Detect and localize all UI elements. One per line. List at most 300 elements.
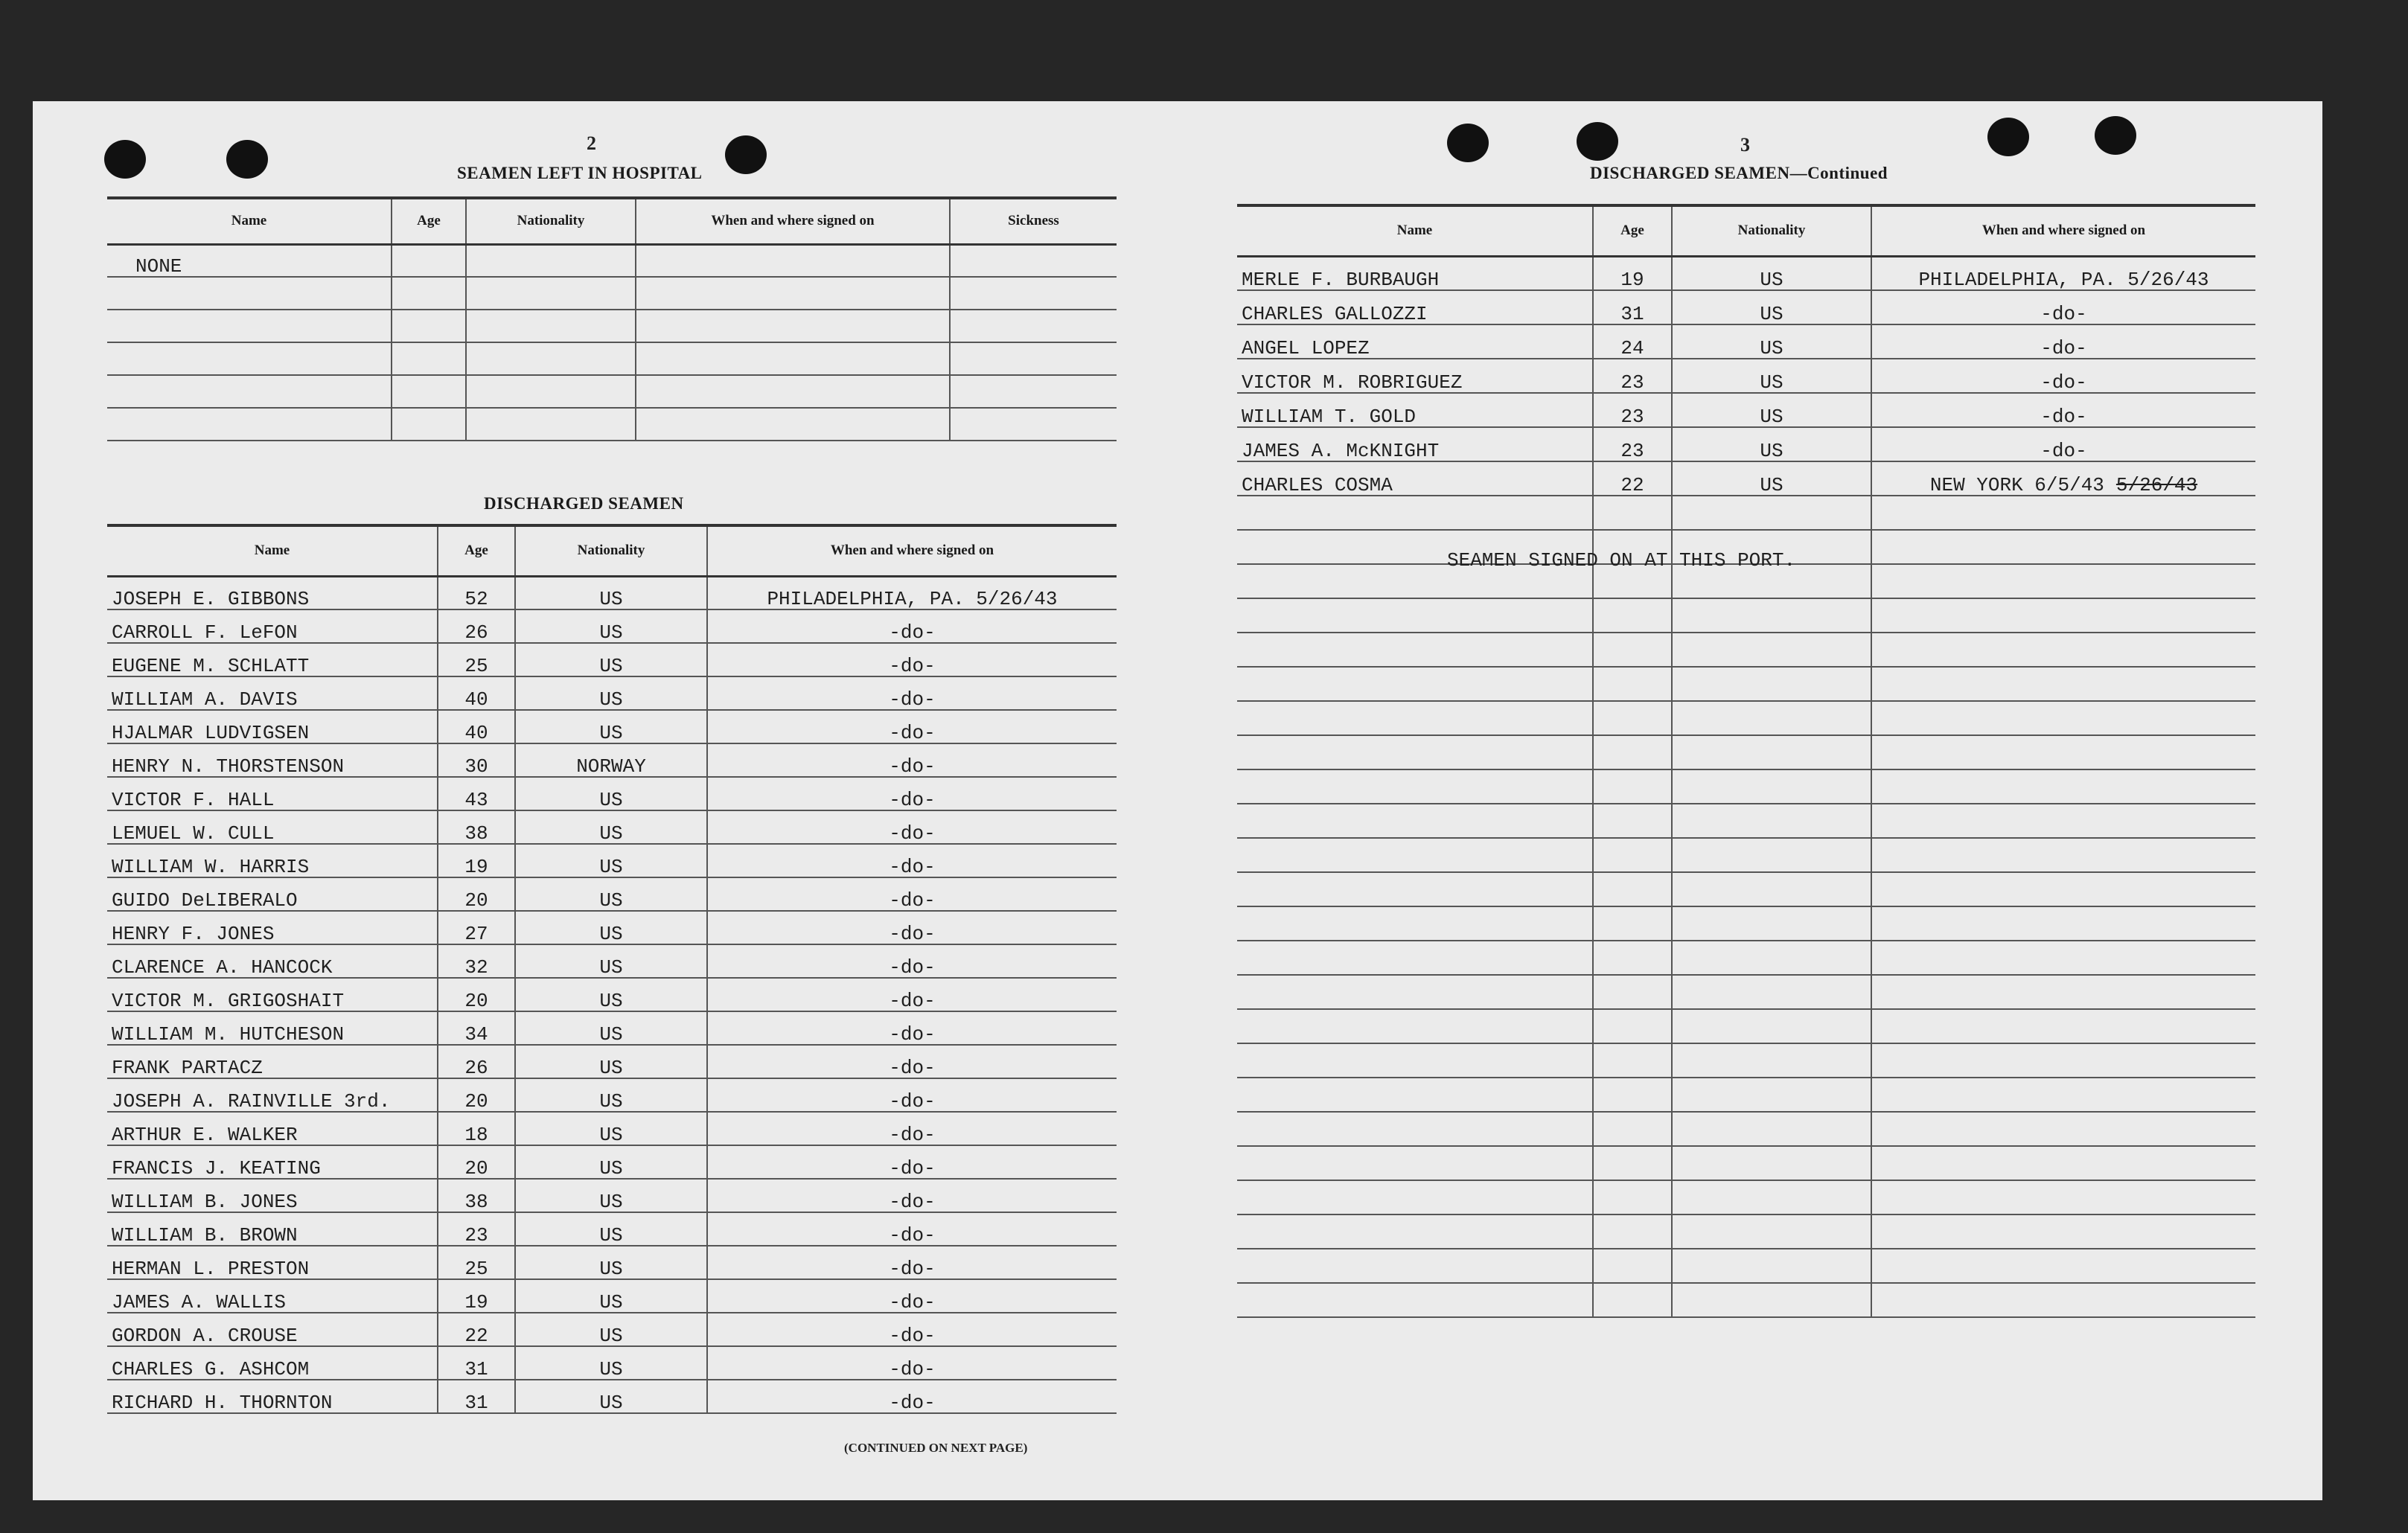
empty-cell — [1871, 1249, 2255, 1283]
empty-row — [1237, 1112, 2255, 1146]
cell-signed-on: -do- — [707, 1045, 1117, 1078]
cell-name: GORDON A. CROUSE — [107, 1313, 438, 1346]
empty-cell — [1672, 598, 1871, 633]
column-header-signed-on: When and where signed on — [1871, 205, 2255, 256]
punch-hole — [226, 140, 268, 179]
cell-name: VICTOR F. HALL — [107, 777, 438, 810]
cell-age: 31 — [1593, 290, 1672, 324]
empty-cell — [1237, 598, 1593, 633]
cell-nationality: US — [1672, 393, 1871, 427]
cell-age: 26 — [438, 1045, 515, 1078]
cell-nationality: US — [515, 676, 707, 710]
cell-signed-on: PHILADELPHIA, PA. 5/26/43 — [1871, 256, 2255, 290]
empty-cell — [1593, 1078, 1672, 1112]
empty-cell — [1871, 1283, 2255, 1317]
cell-age: 30 — [438, 743, 515, 777]
cell-name: JAMES A. WALLIS — [107, 1279, 438, 1313]
table-row — [107, 1045, 1117, 1078]
cell-age: 38 — [438, 1179, 515, 1212]
empty-row — [1237, 804, 2255, 838]
cell-age: 40 — [438, 710, 515, 743]
empty-cell — [1871, 872, 2255, 906]
empty-cell — [1672, 1180, 1871, 1214]
empty-cell — [1593, 769, 1672, 804]
cell-signed-on: -do- — [1871, 393, 2255, 427]
cell-signed-on: -do- — [707, 1380, 1117, 1413]
table-row — [107, 877, 1117, 911]
empty-row — [1237, 941, 2255, 975]
discharged-continued-table — [1237, 204, 2255, 1318]
cell-age: 25 — [438, 643, 515, 676]
cell-age: 20 — [438, 877, 515, 911]
empty-cell — [1672, 496, 1871, 530]
cell-signed-on: -do- — [707, 743, 1117, 777]
empty-row — [1237, 667, 2255, 701]
cell-nationality: US — [515, 1045, 707, 1078]
cell-age: 23 — [438, 1212, 515, 1246]
empty-cell — [1871, 838, 2255, 872]
cell-age: 23 — [1593, 393, 1672, 427]
cell-nationality: US — [515, 777, 707, 810]
table-row — [1237, 290, 2255, 324]
empty-cell — [1871, 769, 2255, 804]
table-row — [107, 844, 1117, 877]
cell-signed-on: -do- — [707, 1246, 1117, 1279]
cell-signed-on: -do- — [707, 1011, 1117, 1045]
cell-signed-on: -do- — [707, 1212, 1117, 1246]
cell-age — [392, 375, 466, 408]
cell-nationality — [466, 244, 636, 277]
cell-name: HENRY N. THORSTENSON — [107, 743, 438, 777]
table-row — [1237, 461, 2255, 496]
table-row — [107, 944, 1117, 978]
empty-cell — [1672, 769, 1871, 804]
cell-signed-on: -do- — [707, 643, 1117, 676]
column-header-sickness: Sickness — [950, 198, 1117, 244]
empty-cell — [1871, 941, 2255, 975]
empty-cell — [1593, 1214, 1672, 1249]
empty-cell — [1593, 1283, 1672, 1317]
cell-signed-on: -do- — [707, 911, 1117, 944]
cell-signed-on: -do- — [707, 1179, 1117, 1212]
cell-nationality: US — [515, 1145, 707, 1179]
cell-age: 20 — [438, 1145, 515, 1179]
cell-age: 31 — [438, 1380, 515, 1413]
cell-nationality: US — [515, 643, 707, 676]
column-header-name: Name — [1237, 205, 1593, 256]
table-row — [107, 1313, 1117, 1346]
table-row — [107, 609, 1117, 643]
empty-cell — [1593, 1043, 1672, 1078]
cell-age: 20 — [438, 978, 515, 1011]
column-header-name: Name — [107, 198, 392, 244]
cell-age: 19 — [438, 844, 515, 877]
cell-signed-on: -do- — [1871, 427, 2255, 461]
discharged-continued-title: DISCHARGED SEAMEN—Continued — [1590, 164, 1888, 182]
hospital-table — [107, 196, 1117, 441]
cell-sickness — [950, 375, 1117, 408]
cell-nationality — [466, 310, 636, 342]
empty-cell — [1871, 667, 2255, 701]
table-row — [107, 1212, 1117, 1246]
cell-nationality: US — [515, 944, 707, 978]
cell-signed-on: -do- — [707, 978, 1117, 1011]
table-row — [107, 1380, 1117, 1413]
empty-cell — [1871, 1043, 2255, 1078]
cell-nationality: US — [515, 1380, 707, 1413]
table-row — [107, 911, 1117, 944]
empty-cell — [1237, 941, 1593, 975]
empty-cell — [1237, 701, 1593, 735]
empty-cell — [1871, 804, 2255, 838]
cell-name: CLARENCE A. HANCOCK — [107, 944, 438, 978]
empty-row — [1237, 769, 2255, 804]
cell-name: WILLIAM M. HUTCHESON — [107, 1011, 438, 1045]
empty-cell — [1672, 1043, 1871, 1078]
empty-row — [1237, 735, 2255, 769]
empty-cell — [1672, 735, 1871, 769]
empty-cell — [1871, 1180, 2255, 1214]
cell-name: ANGEL LOPEZ — [1237, 324, 1593, 359]
cell-name: MERLE F. BURBAUGH — [1237, 256, 1593, 290]
cell-sickness — [950, 277, 1117, 310]
continued-footer: (CONTINUED ON NEXT PAGE) — [844, 1441, 1028, 1455]
cell-age: 31 — [438, 1346, 515, 1380]
cell-signed-on: -do- — [707, 777, 1117, 810]
cell-age: 18 — [438, 1112, 515, 1145]
empty-row — [1237, 906, 2255, 941]
cell-nationality — [466, 408, 636, 441]
empty-cell — [1237, 667, 1593, 701]
empty-cell — [1871, 564, 2255, 598]
cell-name: JAMES A. McKNIGHT — [1237, 427, 1593, 461]
cell-age — [392, 244, 466, 277]
cell-name: NONE — [107, 244, 392, 277]
cell-name: HERMAN L. PRESTON — [107, 1246, 438, 1279]
cell-nationality: US — [515, 710, 707, 743]
table-row — [1237, 359, 2255, 393]
empty-row — [1237, 1283, 2255, 1317]
cell-name — [107, 375, 392, 408]
punch-hole — [104, 140, 146, 179]
cell-age: 43 — [438, 777, 515, 810]
cell-signed-on: -do- — [1871, 290, 2255, 324]
column-header-nationality: Nationality — [466, 198, 636, 244]
empty-cell — [1672, 701, 1871, 735]
empty-cell — [1593, 667, 1672, 701]
cell-age: 52 — [438, 576, 515, 609]
empty-cell — [1672, 1283, 1871, 1317]
cell-signed-on — [636, 277, 950, 310]
cell-name: RICHARD H. THORNTON — [107, 1380, 438, 1413]
table-row — [107, 375, 1117, 408]
table-row — [107, 710, 1117, 743]
empty-cell — [1237, 1283, 1593, 1317]
empty-row — [1237, 1009, 2255, 1043]
table-row — [107, 1179, 1117, 1212]
cell-name: JOSEPH E. GIBBONS — [107, 576, 438, 609]
empty-cell — [1672, 804, 1871, 838]
empty-cell — [1237, 1112, 1593, 1146]
cell-signed-on: -do- — [707, 676, 1117, 710]
empty-cell — [1871, 1146, 2255, 1180]
cell-nationality: US — [515, 1078, 707, 1112]
cell-signed-on: -do- — [707, 877, 1117, 911]
empty-cell — [1237, 975, 1593, 1009]
cell-nationality: US — [515, 978, 707, 1011]
empty-cell — [1871, 1009, 2255, 1043]
cell-nationality: US — [515, 1212, 707, 1246]
cell-age: 25 — [438, 1246, 515, 1279]
empty-cell — [1593, 633, 1672, 667]
empty-row — [1237, 598, 2255, 633]
table-row — [1237, 324, 2255, 359]
page-number-left: 2 — [587, 132, 596, 154]
document-sheet — [33, 101, 2322, 1500]
cell-signed-on: -do- — [707, 1313, 1117, 1346]
signed-on-note: SEAMEN SIGNED ON AT THIS PORT. — [1447, 549, 1796, 572]
column-header-signed-on: When and where signed on — [636, 198, 950, 244]
cell-signed-on: -do- — [707, 1279, 1117, 1313]
empty-cell — [1237, 769, 1593, 804]
cell-age: 38 — [438, 810, 515, 844]
column-header-age: Age — [1593, 205, 1672, 256]
empty-cell — [1672, 633, 1871, 667]
cell-name: VICTOR M. GRIGOSHAIT — [107, 978, 438, 1011]
punch-hole — [725, 135, 767, 174]
cell-name: CHARLES COSMA — [1237, 461, 1593, 496]
empty-cell — [1672, 1214, 1871, 1249]
cell-name: FRANCIS J. KEATING — [107, 1145, 438, 1179]
empty-cell — [1237, 1249, 1593, 1283]
cell-name: CHARLES G. ASHCOM — [107, 1346, 438, 1380]
table-row — [107, 810, 1117, 844]
cell-age: 19 — [1593, 256, 1672, 290]
cell-name: HENRY F. JONES — [107, 911, 438, 944]
table-row — [1237, 256, 2255, 290]
punch-hole — [1987, 118, 2029, 156]
struck-date: 5/26/43 — [2115, 474, 2198, 496]
table-row — [107, 676, 1117, 710]
empty-cell — [1672, 941, 1871, 975]
cell-name: WILLIAM B. JONES — [107, 1179, 438, 1212]
cell-sickness — [950, 342, 1117, 375]
empty-cell — [1672, 975, 1871, 1009]
empty-cell — [1871, 735, 2255, 769]
empty-cell — [1593, 1146, 1672, 1180]
cell-nationality: US — [515, 576, 707, 609]
cell-age: 32 — [438, 944, 515, 978]
empty-row — [1237, 701, 2255, 735]
cell-name: ARTHUR E. WALKER — [107, 1112, 438, 1145]
column-header-nationality: Nationality — [515, 525, 707, 576]
cell-age — [392, 408, 466, 441]
cell-age: 19 — [438, 1279, 515, 1313]
cell-nationality: US — [515, 1179, 707, 1212]
cell-age: 22 — [438, 1313, 515, 1346]
empty-cell — [1237, 1146, 1593, 1180]
empty-cell — [1871, 1214, 2255, 1249]
empty-cell — [1672, 1146, 1871, 1180]
table-row — [107, 1112, 1117, 1145]
cell-signed-on — [636, 310, 950, 342]
empty-row — [1237, 1078, 2255, 1112]
empty-cell — [1237, 906, 1593, 941]
cell-nationality: US — [515, 810, 707, 844]
empty-row — [1237, 1180, 2255, 1214]
cell-sickness — [950, 310, 1117, 342]
cell-age — [392, 342, 466, 375]
empty-cell — [1871, 598, 2255, 633]
empty-row — [1237, 496, 2255, 530]
empty-cell — [1237, 1180, 1593, 1214]
table-row — [107, 342, 1117, 375]
cell-signed-on: -do- — [707, 1145, 1117, 1179]
cell-nationality: US — [515, 1011, 707, 1045]
cell-signed-on: -do- — [707, 1346, 1117, 1380]
cell-nationality: US — [1672, 290, 1871, 324]
cell-name: WILLIAM T. GOLD — [1237, 393, 1593, 427]
cell-age: 34 — [438, 1011, 515, 1045]
table-row — [107, 743, 1117, 777]
empty-cell — [1672, 906, 1871, 941]
table-row — [107, 1246, 1117, 1279]
cell-nationality — [466, 277, 636, 310]
discharged-table — [107, 524, 1117, 1414]
cell-name: CARROLL F. LeFON — [107, 609, 438, 643]
table-row — [107, 777, 1117, 810]
cell-age: 20 — [438, 1078, 515, 1112]
table-row — [107, 576, 1117, 609]
punch-hole — [1577, 122, 1618, 161]
empty-cell — [1593, 906, 1672, 941]
hospital-section-title: SEAMEN LEFT IN HOSPITAL — [457, 164, 703, 182]
empty-cell — [1593, 804, 1672, 838]
table-row — [107, 244, 1117, 277]
cell-age: 24 — [1593, 324, 1672, 359]
empty-cell — [1593, 838, 1672, 872]
table-row — [107, 1078, 1117, 1112]
empty-cell — [1871, 1112, 2255, 1146]
table-row — [107, 1346, 1117, 1380]
cell-name: WILLIAM W. HARRIS — [107, 844, 438, 877]
empty-cell — [1237, 1078, 1593, 1112]
cell-nationality: US — [1672, 324, 1871, 359]
cell-name: CHARLES GALLOZZI — [1237, 290, 1593, 324]
empty-row — [1237, 872, 2255, 906]
empty-cell — [1593, 1112, 1672, 1146]
empty-cell — [1672, 1009, 1871, 1043]
column-header-age: Age — [438, 525, 515, 576]
empty-cell — [1593, 598, 1672, 633]
punch-hole — [2095, 116, 2136, 155]
cell-nationality: US — [515, 844, 707, 877]
empty-cell — [1593, 1180, 1672, 1214]
column-header-name: Name — [107, 525, 438, 576]
signed-on-text: NEW YORK 6/5/43 — [1929, 474, 2104, 496]
empty-cell — [1593, 701, 1672, 735]
cell-name: WILLIAM B. BROWN — [107, 1212, 438, 1246]
empty-cell — [1871, 530, 2255, 564]
cell-name: GUIDO DeLIBERALO — [107, 877, 438, 911]
empty-cell — [1871, 496, 2255, 530]
empty-cell — [1593, 975, 1672, 1009]
cell-signed-on: -do- — [707, 1112, 1117, 1145]
cell-age: 22 — [1593, 461, 1672, 496]
cell-signed-on: -do- — [707, 810, 1117, 844]
cell-name — [107, 342, 392, 375]
cell-nationality: US — [515, 911, 707, 944]
page-number-right: 3 — [1740, 134, 1750, 156]
column-header-signed-on: When and where signed on — [707, 525, 1117, 576]
empty-cell — [1593, 1249, 1672, 1283]
empty-cell — [1237, 838, 1593, 872]
empty-cell — [1593, 735, 1672, 769]
cell-nationality: US — [1672, 461, 1871, 496]
empty-cell — [1237, 1043, 1593, 1078]
column-header-nationality: Nationality — [1672, 205, 1871, 256]
table-row — [107, 1011, 1117, 1045]
cell-name: HJALMAR LUDVIGSEN — [107, 710, 438, 743]
table-row — [1237, 427, 2255, 461]
cell-nationality: US — [1672, 427, 1871, 461]
empty-cell — [1237, 633, 1593, 667]
empty-cell — [1237, 496, 1593, 530]
empty-cell — [1237, 804, 1593, 838]
table-row — [1237, 393, 2255, 427]
cell-nationality: US — [515, 609, 707, 643]
empty-cell — [1871, 1078, 2255, 1112]
empty-cell — [1237, 1214, 1593, 1249]
cell-sickness — [950, 244, 1117, 277]
cell-name: LEMUEL W. CULL — [107, 810, 438, 844]
cell-signed-on — [636, 342, 950, 375]
table-row — [107, 408, 1117, 441]
cell-age — [392, 277, 466, 310]
cell-sickness — [950, 408, 1117, 441]
empty-cell — [1871, 701, 2255, 735]
cell-signed-on: -do- — [707, 844, 1117, 877]
empty-cell — [1593, 1009, 1672, 1043]
cell-name — [107, 310, 392, 342]
empty-cell — [1593, 872, 1672, 906]
cell-signed-on: -do- — [707, 1078, 1117, 1112]
column-header-age: Age — [392, 198, 466, 244]
cell-age: 26 — [438, 609, 515, 643]
empty-row — [1237, 838, 2255, 872]
discharged-section-title: DISCHARGED SEAMEN — [484, 494, 684, 513]
cell-age: 40 — [438, 676, 515, 710]
empty-cell — [1593, 941, 1672, 975]
cell-signed-on: -do- — [1871, 324, 2255, 359]
cell-signed-on — [636, 244, 950, 277]
cell-signed-on — [636, 408, 950, 441]
cell-nationality: US — [515, 1112, 707, 1145]
cell-nationality: NORWAY — [515, 743, 707, 777]
cell-signed-on: -do- — [1871, 359, 2255, 393]
empty-cell — [1672, 1112, 1871, 1146]
cell-name — [107, 277, 392, 310]
cell-name: JOSEPH A. RAINVILLE 3rd. — [107, 1078, 438, 1112]
empty-cell — [1672, 1249, 1871, 1283]
empty-cell — [1871, 633, 2255, 667]
cell-nationality: US — [515, 1346, 707, 1380]
empty-cell — [1871, 906, 2255, 941]
cell-nationality: US — [515, 1313, 707, 1346]
empty-cell — [1672, 838, 1871, 872]
cell-signed-on — [636, 375, 950, 408]
empty-cell — [1672, 667, 1871, 701]
